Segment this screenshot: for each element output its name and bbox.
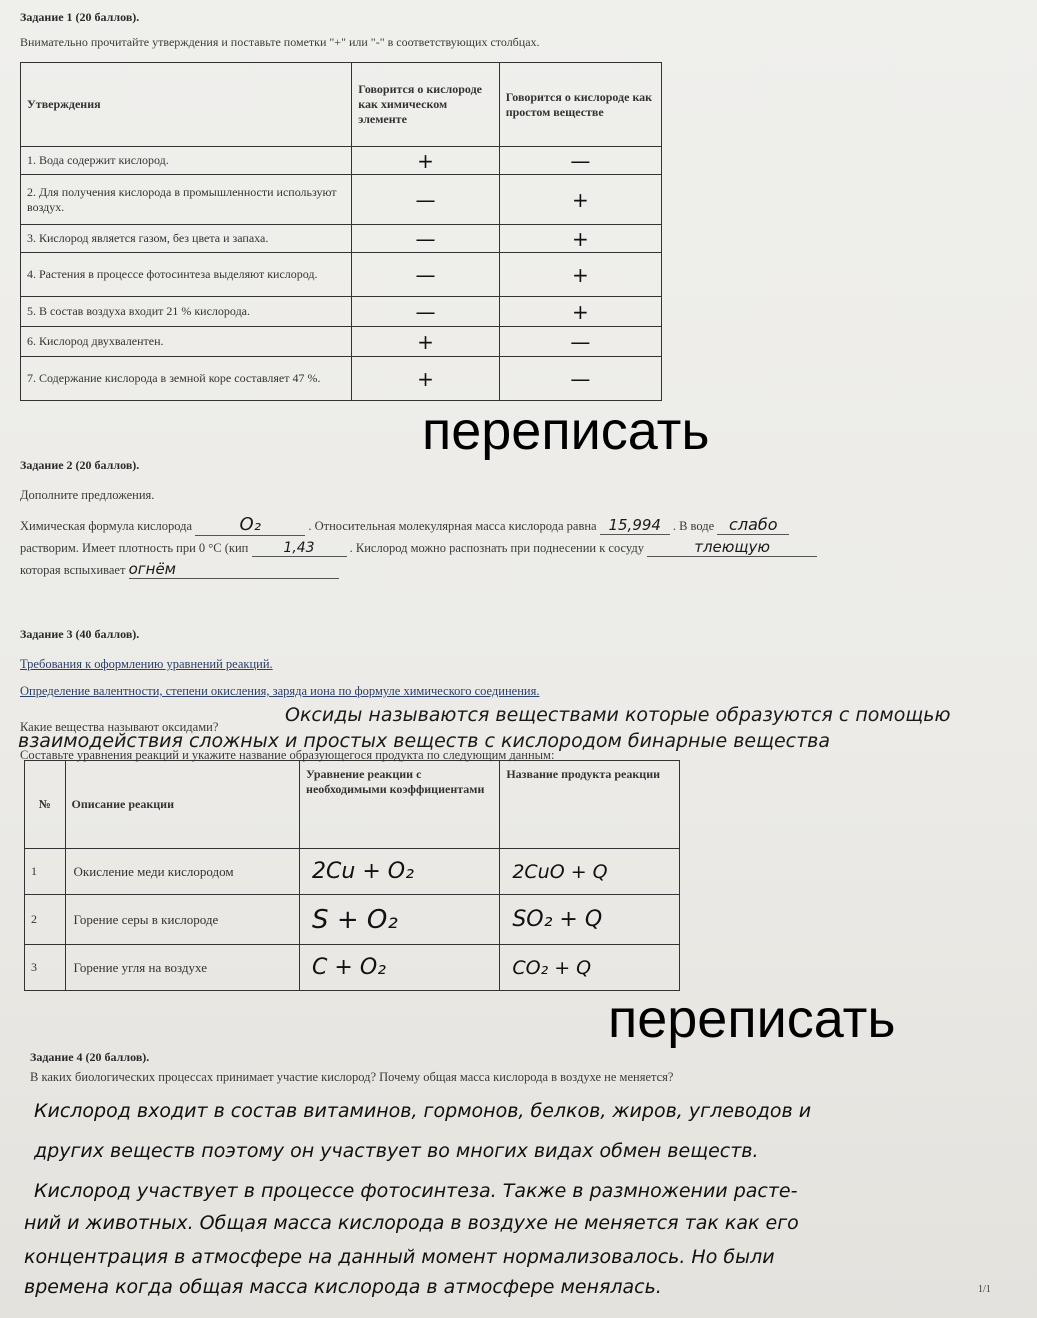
overlay-label-rewrite: переписать <box>422 401 710 461</box>
text: Химическая формула кислорода <box>20 519 193 533</box>
table-row <box>21 297 662 327</box>
oxides-answer-line2: взаимодействия сложных и простых веществ с кислородом бинарные вещества <box>18 730 831 752</box>
table-row <box>21 225 662 253</box>
task4-question: В каких биологических процессах принимает участие кислород? Почему общая масса кислорода в воздухе не меняется? <box>30 1070 674 1084</box>
task3-heading: Задание 3 (40 баллов). <box>20 627 140 641</box>
statement: 6. Кислород двухвалентен. <box>21 327 352 357</box>
table-row <box>25 895 680 945</box>
task2-line1 <box>20 514 789 536</box>
row-number: 3 <box>25 945 66 991</box>
table-row <box>21 357 662 401</box>
header-element: Говорится о кислороде как химическом элементе <box>352 63 499 147</box>
table-row <box>21 147 662 175</box>
table-row <box>21 253 662 297</box>
statement: 3. Кислород является газом, без цвета и запаха. <box>21 225 352 253</box>
task3-table <box>24 760 680 991</box>
mark-element: + <box>352 327 499 357</box>
statement: 1. Вода содержит кислород. <box>21 147 352 175</box>
table-row <box>21 175 662 225</box>
task2-instruction: Дополните предложения. <box>20 488 155 502</box>
answer-formula: O₂ <box>195 514 305 536</box>
task2-line3 <box>20 560 339 579</box>
task3-instruction: Составьте уравнения реакций и укажите название образующегося продукта по следующим данным: <box>20 748 555 762</box>
answer-mass: 15,994 <box>600 516 670 535</box>
mark-element: — <box>352 225 499 253</box>
reaction-description: Горение угля на воздухе <box>65 945 300 991</box>
header-description: Описание реакции <box>65 761 300 849</box>
mark-substance: — <box>499 357 661 401</box>
mark-substance: + <box>499 253 661 297</box>
statement: 7. Содержание кислорода в земной коре составляет 47 %. <box>21 357 352 401</box>
essay-line: Кислород участвует в процессе фотосинтеза. Также в размножении расте- <box>34 1180 798 1202</box>
oxides-question: Какие вещества называют оксидами? <box>20 720 219 734</box>
table-row <box>21 327 662 357</box>
answer-density: 1,43 <box>252 540 347 557</box>
statement: 5. В состав воздуха входит 21 % кислорода. <box>21 297 352 327</box>
task1-instruction: Внимательно прочитайте утверждения и поставьте пометки "+" или "-" в соответствующих столбцах. <box>20 35 540 49</box>
task2-heading: Задание 2 (20 баллов). <box>20 458 140 472</box>
mark-element: — <box>352 297 499 327</box>
reaction-product: SO₂ + Q <box>500 895 680 945</box>
row-number: 1 <box>25 849 66 895</box>
answer-splinter: тлеющую <box>647 538 817 557</box>
task2-line2 <box>20 538 817 557</box>
mark-element: + <box>352 147 499 175</box>
row-number: 2 <box>25 895 66 945</box>
table-row <box>25 849 680 895</box>
task1-table <box>20 62 662 401</box>
mark-substance: — <box>499 147 661 175</box>
mark-substance: + <box>499 175 661 225</box>
header-equation: Уравнение реакции с необходимыми коэффициентами <box>300 761 500 849</box>
mark-substance: — <box>499 327 661 357</box>
header-product: Название продукта реакции <box>500 761 680 849</box>
text: . Кислород можно распознать при поднесении к сосуду <box>349 541 644 555</box>
text: . Относительная молекулярная масса кислорода равна <box>308 519 597 533</box>
essay-line: времена когда общая масса кислорода в атмосфере менялась. <box>24 1276 662 1298</box>
reaction-description: Горение серы в кислороде <box>65 895 300 945</box>
answer-flame: огнём <box>129 560 339 579</box>
mark-element: — <box>352 253 499 297</box>
header-number: № <box>25 761 66 849</box>
statement: 4. Растения в процессе фотосинтеза выделяют кислород. <box>21 253 352 297</box>
reaction-product: 2CuO + Q <box>500 849 680 895</box>
mark-element: + <box>352 357 499 401</box>
text: . В воде <box>672 519 715 533</box>
reaction-product: CO₂ + Q <box>500 945 680 991</box>
essay-line: концентрация в атмосфере на данный момент нормализовалось. Но были <box>24 1246 775 1268</box>
text: растворим. Имеет плотность при 0 °С (кип <box>20 541 249 555</box>
task4-heading: Задание 4 (20 баллов). <box>30 1050 150 1064</box>
reaction-equation: 2Cu + O₂ <box>300 849 500 895</box>
essay-line: ний и животных. Общая масса кислорода в воздухе не меняется так как его <box>24 1212 799 1234</box>
mark-substance: + <box>499 225 661 253</box>
link-valence-definition[interactable]: Определение валентности, степени окисления, заряда иона по формуле химического соединения. <box>20 684 540 698</box>
header-substance: Говорится о кислороде как простом веществе <box>499 63 661 147</box>
oxides-answer-line1: Оксиды называются веществами которые образуются с помощью <box>285 704 951 726</box>
overlay-label-rewrite: переписать <box>608 989 896 1049</box>
page-number: 1/1 <box>978 1284 991 1295</box>
mark-substance: + <box>499 297 661 327</box>
essay-line: Кислород входит в состав витаминов, гормонов, белков, жиров, углеводов и <box>34 1100 812 1122</box>
essay-line: других веществ поэтому он участвует во многих видах обмен веществ. <box>34 1140 759 1162</box>
table-row <box>25 945 680 991</box>
statement: 2. Для получения кислорода в промышленности используют воздух. <box>21 175 352 225</box>
reaction-equation: S + O₂ <box>300 895 500 945</box>
reaction-description: Окисление меди кислородом <box>65 849 300 895</box>
task1-heading: Задание 1 (20 баллов). <box>20 10 140 24</box>
text: которая вспыхивает <box>20 563 126 577</box>
answer-solubility: слабо <box>717 515 789 535</box>
mark-element: — <box>352 175 499 225</box>
header-statements: Утверждения <box>21 63 352 147</box>
reaction-equation: C + O₂ <box>300 945 500 991</box>
link-equations-requirements[interactable]: Требования к оформлению уравнений реакций. <box>20 657 273 671</box>
